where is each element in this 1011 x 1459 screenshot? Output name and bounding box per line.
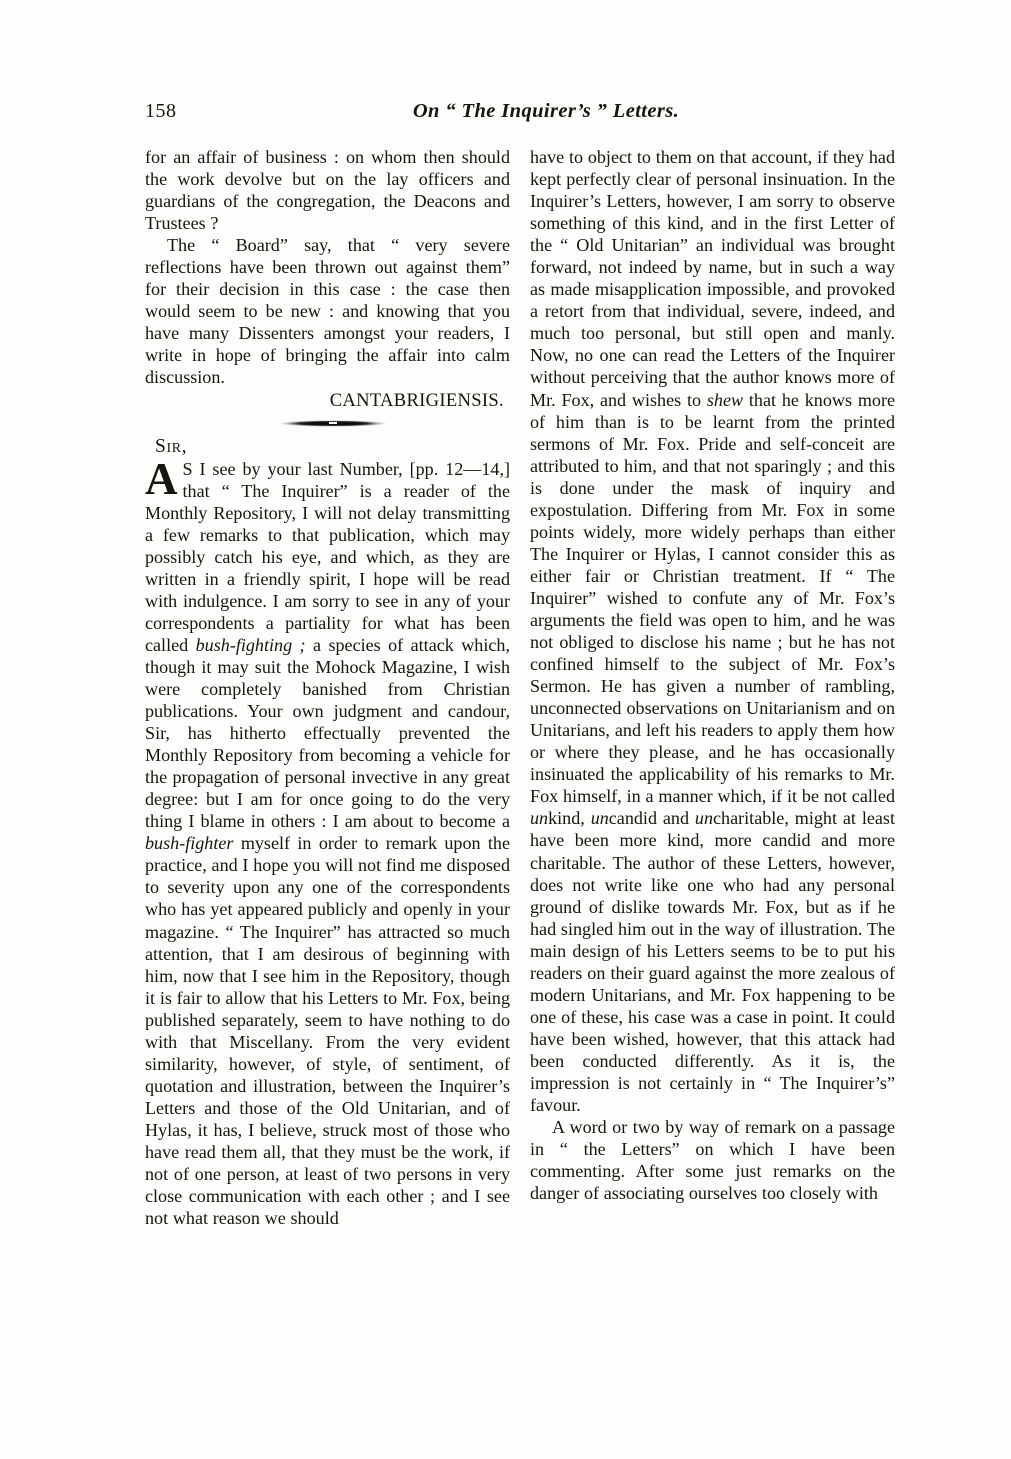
letter-salutation xyxy=(145,435,510,458)
text-column-left xyxy=(145,146,510,1396)
paragraph-right-closing: A word or two by way of remark on a passage in “ the Letters” on which I have been commenting. After some just remarks on the danger of associating ourselves too closely with xyxy=(530,1117,895,1204)
paragraph-continued: for an affair of business : on whom then should the work devolve but on the lay officers and guardians of the congregation, the Deacons and Trustees ? xyxy=(145,147,510,234)
page-folio-number: 158 xyxy=(145,100,177,122)
italic-bush-fighting: bush-fighting ; xyxy=(195,634,306,655)
letter-text-a: I am sorry to see in any of your correspondents a partiality for what has been called xyxy=(145,590,510,655)
italic-bush-fighter: bush-fighter xyxy=(145,833,234,854)
letter-body-paragraph xyxy=(145,453,510,1230)
right-text-2: that he knows more of him than is to be learnt from the printed sermons of Mr. Fox. Pride and self-conceit are attributed to him, and that not sparingly ; and this is done under the mask of inquiry and expostulation. Differing from Mr. Fox in some points widely, more widely perhaps than either The Inquirer or Hylas, I cannot consider this as either fair or Christian treatment. If “ The Inquirer” wished to confute any of Mr. Fox’s arguments the field was open to him, and he was not obliged to disclose his name ; but he has not confined himself to the subject of Mr. Fox’s Sermon. He has given a number of rambling, unconnected observations on Unitarianism and on Unitarians, and left his readers to apply them how or where they please, and he has occasionally insinuated the applicability of his remarks to Mr. Fox himself, in a manner which, if it be not called xyxy=(530,389,896,807)
italic-un-prefix-charitable: un xyxy=(694,808,714,829)
right-text-1: have to object to them on that account, if they had kept perfectly clear of personal insinuation. In the Inquirer’s Letters, however, I am sorry to observe something of this kind, and in the first Letter of the “ Old Unitarian” an individual was brought forward, not indeed by name, but in such a way as made misapplication impossible, and provoked a retort from that individual, severe, indeed, and much too personal, but still open and manly. Now, no one can read the Letters of the Inquirer without perceiving that the author knows more of Mr. Fox, and wishes to xyxy=(530,147,895,410)
section-ornament-rule xyxy=(145,412,510,435)
running-head xyxy=(145,100,895,130)
paragraph-board: The “ Board” say, that “ very severe reflections have been thrown out against them” for their decision in this case : the case then would seem to be new : and knowing that you have many Dissenters amongst your readers, I write in hope of bringing the affair into calm discussion. xyxy=(145,235,510,388)
right-text-5: charitable, might at least have been more kind, more candid and more charitable. The author of these Letters, however, does not write like one who had any personal ground of dislike towards Mr. Fox, but as if he had singled him out in the way of illustration. The main design of his Letters seems to be to put his readers on their guard against the more zealous of modern Unitarians, and Mr. Fox happening to be one of these, his case was a case in point. It could have been wished, however, that this attack had been conducted differently. As it is, the impression is not certainly in “ The Inquirer’s” favour. xyxy=(530,808,895,1116)
salutation-text: Sir, xyxy=(155,435,188,457)
spindle-rule-icon xyxy=(279,420,387,427)
paragraph-right-main xyxy=(530,146,895,1116)
italic-shew: shew xyxy=(706,389,744,410)
running-head-title: On “ The Inquirer’s ” Letters. xyxy=(412,100,680,122)
drop-cap-initial: A xyxy=(145,453,178,504)
body-columns xyxy=(145,146,895,1396)
letter-text-c: myself in order to remark upon the practice, and I hope you will not find me disposed to severity upon any one of the correspondents who has yet appeared publicly and openly in your magazine. “ The Inquirer” has attracted so much attention, that I am desirous of beginning with him, now that I see him in the Repository, though it is fair to allow that his Letters to Mr. Fox, being published separately, seem to have nothing to do with that Miscellany. From the very evident similarity, however, of style, of sentiment, of quotation and illustration, between the Inquirer’s Letters and those of the Old Unitarian, and of Hylas, it has, I believe, struck most of those who have read them all, that they must be the work, if not of one person, at least of two persons in very close communication with each other ; and I see not what reason we should xyxy=(145,833,510,1229)
letter-opening-text: S I see by your last Number, [pp. 12—14,] that “ The Inquirer” is a reader of the Monthly Repository, I will not delay transmitting a few remarks to that publication, which may possibly catch his eye, and which, as they are written in a friendly spirit, I hope will be read with indulgence. xyxy=(145,458,510,611)
right-text-3: kind, xyxy=(548,808,591,829)
text-column-right xyxy=(530,146,895,1396)
italic-un-prefix-kind: un xyxy=(530,808,549,829)
letter-signature: CANTABRIGIENSIS. xyxy=(329,389,504,411)
italic-un-prefix-candid: un xyxy=(590,808,609,829)
right-text-4: candid and xyxy=(608,808,695,829)
letter-text-b: a species of attack which, though it may suit the Mohock Magazine, I wish were completely banished from Christian publications. Your own judgment and candour, Sir, has hitherto effectually prevented the Monthly Repository from becoming a vehicle for the propagation of personal invective in any great degree: but I am for once going to do the very thing I blame in others : I am about to become a xyxy=(145,634,510,832)
